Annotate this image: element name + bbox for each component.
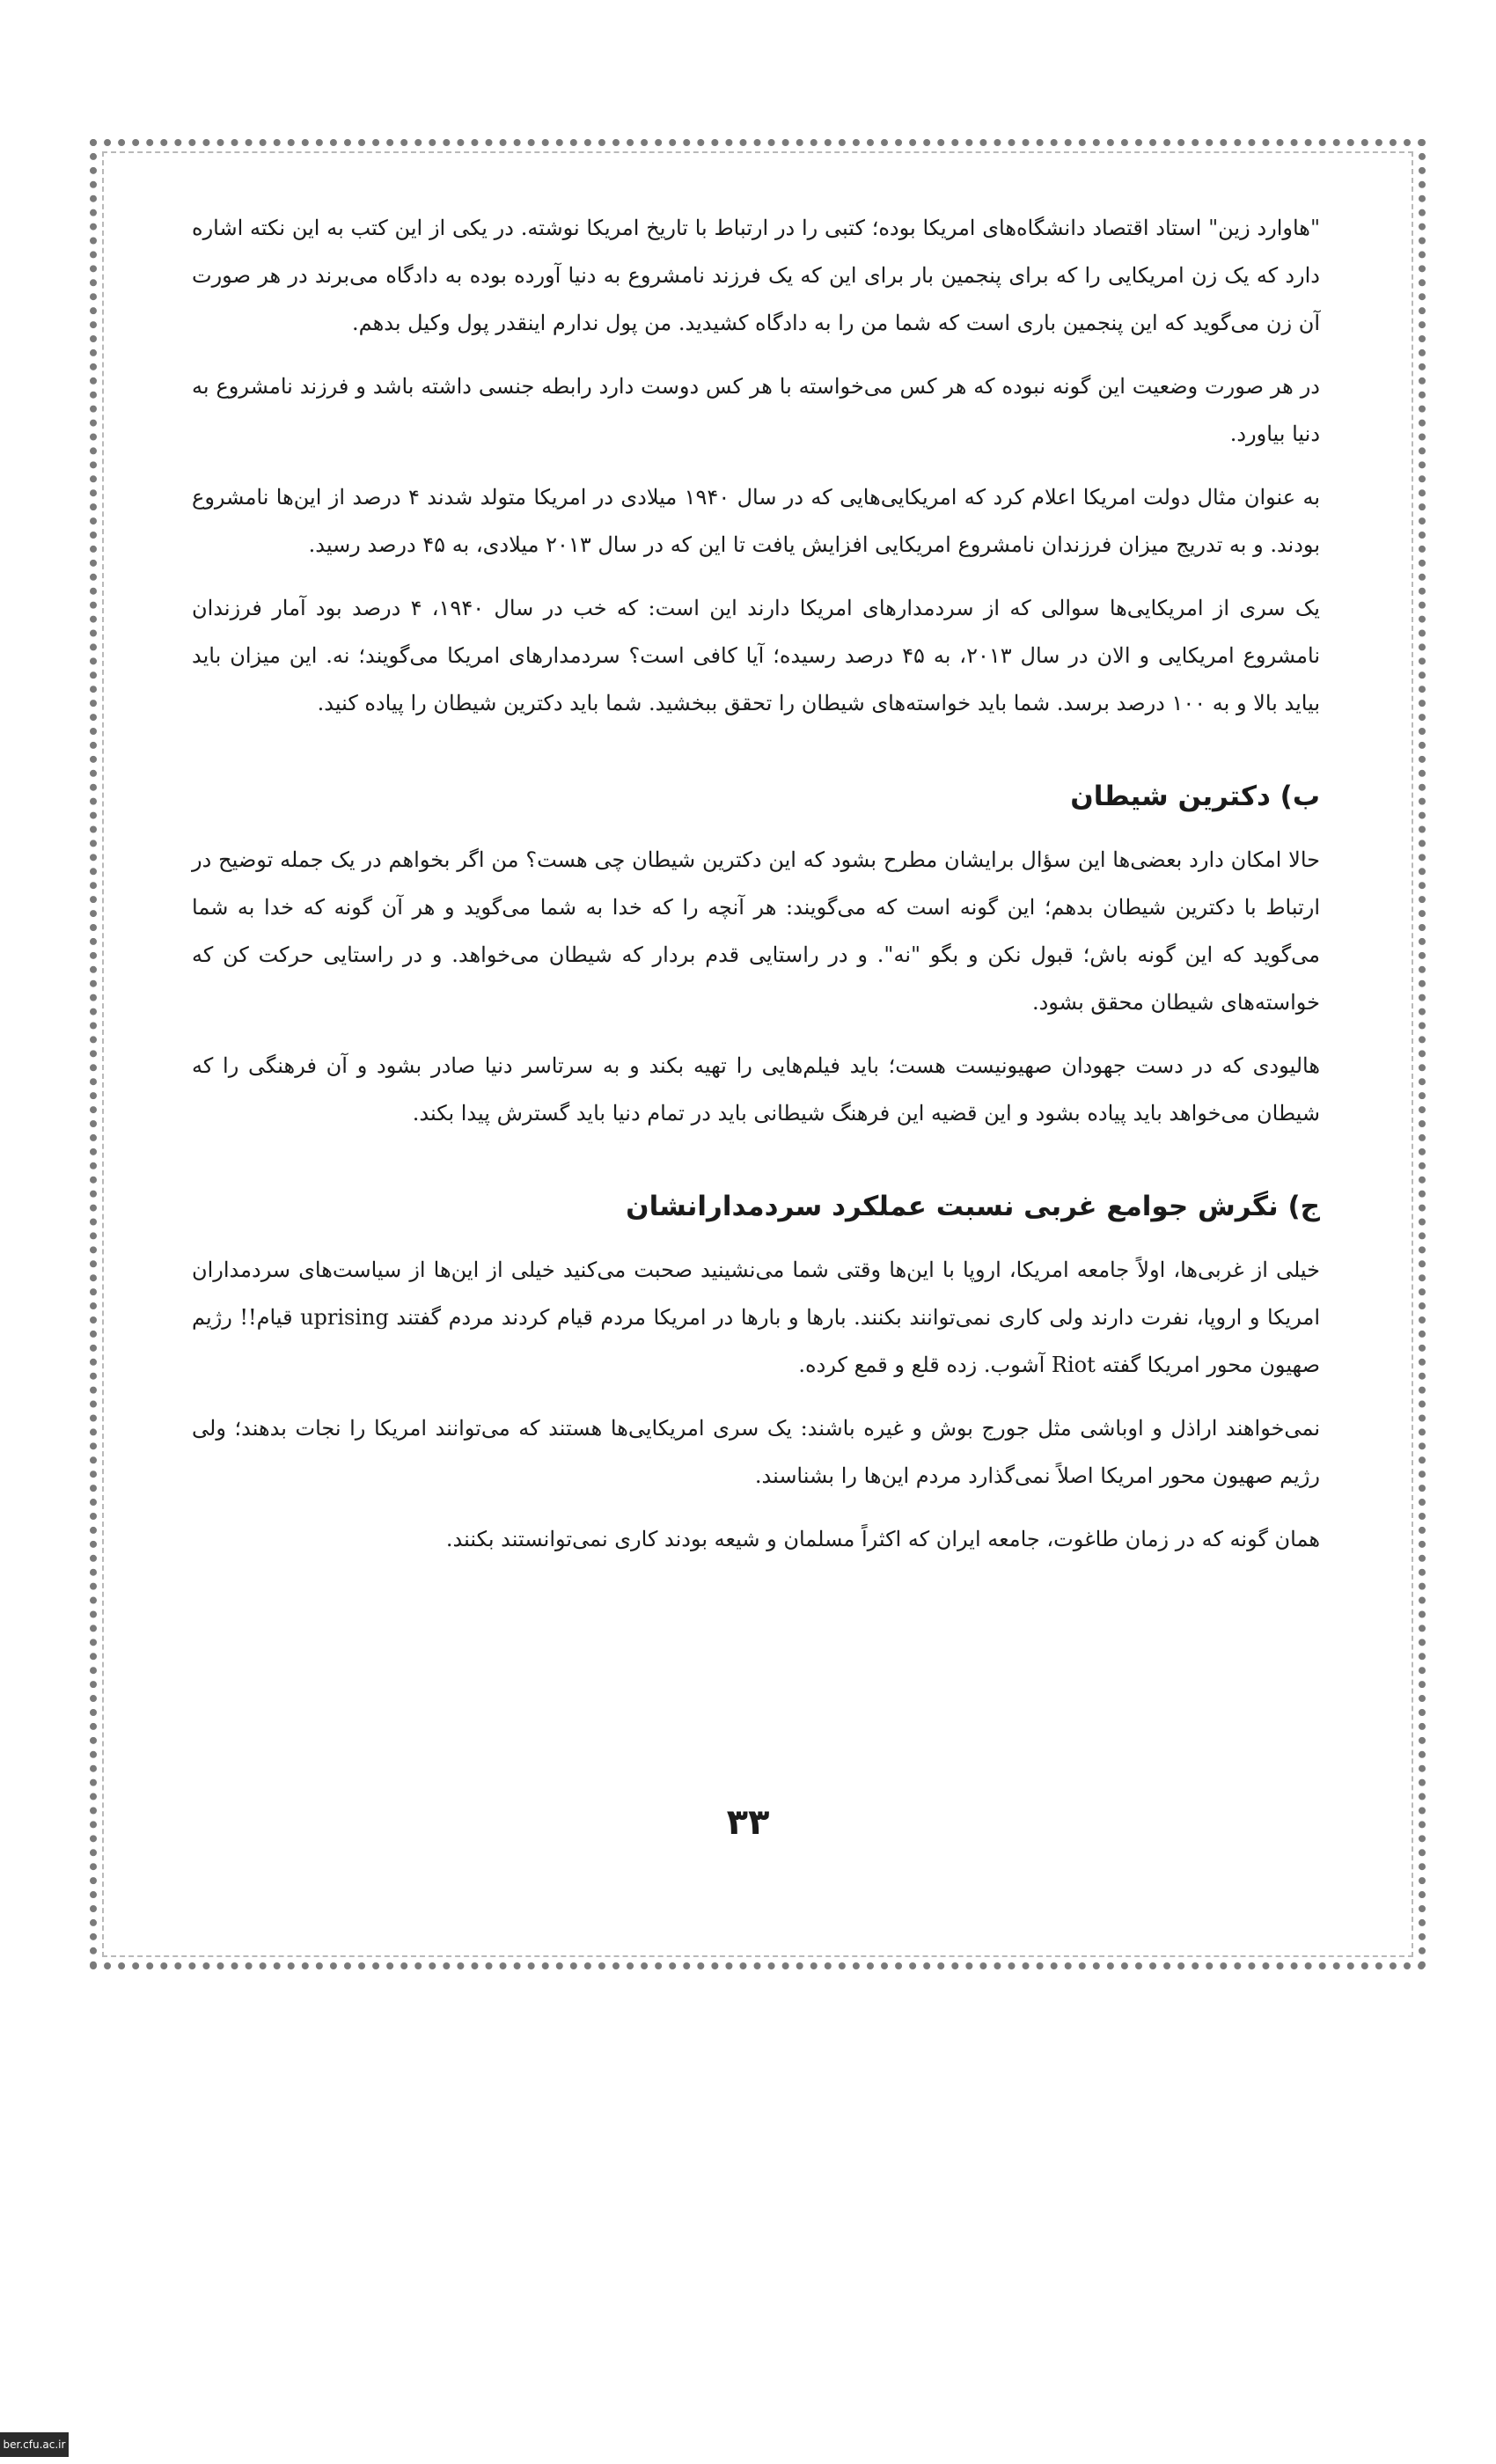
- paragraph: "هاوارد زین" استاد اقتصاد دانشگاه‌های امریکا بوده؛ کتبی را در ارتباط با تاریخ امریکا نوشته. در یکی از این کتب به این نکته اشاره دارد که یک زن امریکایی را که برای پنجمین بار برای این که یک فرزند نامشروع به دنیا آورده بوده به دادگاه می‌برند در هر صورت آن زن می‌گوید که این پنجمین باری است که شما من را به دادگاه کشیدید. من پول ندارم اینقدر پول وکیل بدهم.: [192, 216, 1320, 335]
- paragraph: حالا امکان دارد بعضی‌ها این سؤال برایشان مطرح بشود که این دکترین شیطان چی هست؟ من اگر بخواهم در یک جمله توضیح در ارتباط با دکترین شیطان بدهم؛ این گونه است که می‌گویند: هر آنچه را که خدا به شما می‌گوید و هر آن گونه که خدا به شما می‌گوید که این گونه باش؛ قبول نکن و بگو "نه". و در راستایی قدم بردار که شیطان می‌خواهد. و در راستایی حرکت کن که خواسته‌های شیطان محقق بشود.: [192, 847, 1320, 1015]
- paragraph: همان گونه که در زمان طاغوت، جامعه ایران که اکثراً مسلمان و شیعه بودند کاری نمی‌توانستند بکنند.: [445, 1527, 1320, 1551]
- paragraph: یک سری از امریکایی‌ها سوالی که از سردمدارهای امریکا دارند این است: که خب در سال ۱۹۴۰، ۴ درصد بود آمار فرزندان نامشروع امریکایی و الان در سال ۲۰۱۳، به ۴۵ درصد رسیده؛ آیا کافی است؟ سردمدارهای امریکا می‌گویند؛ نه. این میزان باید بیاید بالا و به ۱۰۰ درصد برسد. شما باید خواسته‌های شیطان را تحقق ببخشید. شما باید دکترین شیطان را پیاده کنید.: [192, 596, 1320, 715]
- paragraph: خیلی از غربی‌ها، اولاً جامعه امریکا، اروپا با این‌ها وقتی شما می‌نشینید صحبت می‌کنید خیلی از این‌ها از سیاست‌های سردمداران امریکا و اروپا، نفرت دارند ولی کاری نمی‌توانند بکنند. بارها و بارها در امریکا مردم قیام کردند مردم گفتند uprising قیام!! رژیم صهیون محور امریکا گفته Riot آشوب. زده قلع و قمع کرده.: [192, 1258, 1321, 1377]
- paragraph: هالیودی که در دست جهودان صهیونیست هست؛ باید فیلم‌هایی را تهیه بکند و به سرتاسر دنیا صادر بشود و آن فرهنگی را که شیطان می‌خواهد باید پیاده بشود و این قضیه این فرهنگ شیطانی باید در تمام دنیا باید گسترش پیدا بکند.: [192, 1053, 1320, 1126]
- paragraph: نمی‌خواهند اراذل و اوباشی مثل جورج بوش و غیره باشند: یک سری امریکایی‌ها هستند که می‌توانند امریکا را نجات بدهند؛ ولی رژیم صهیون محور امریکا اصلاً نمی‌گذارد مردم این‌ها را بشناسند.: [192, 1416, 1320, 1488]
- paragraph: به عنوان مثال دولت امریکا اعلام کرد که امریکایی‌هایی که در سال ۱۹۴۰ میلادی در امریکا متولد شدند ۴ درصد از این‌ها نامشروع بودند. و به تدریج میزان فرزندان نامشروع امریکایی افزایش یافت تا این که در سال ۲۰۱۳ میلادی، به ۴۵ درصد رسید.: [192, 485, 1320, 557]
- section-heading: ج) نگرش جوامع غربی نسبت عملکرد سردمدارانشان: [626, 1191, 1320, 1222]
- page-number: ۳۳: [726, 1802, 770, 1843]
- section-heading: ب) دکترین شیطان: [1070, 781, 1320, 812]
- page-content: [192, 204, 1320, 1579]
- footer-watermark: ber.cfu.ac.ir: [0, 2432, 69, 2457]
- paragraph: در هر صورت وضعیت این گونه نبوده که هر کس می‌خواسته با هر کس دوست دارد رابطه جنسی داشته باشد و فرزند نامشروع به دنیا بیاورد.: [192, 374, 1320, 446]
